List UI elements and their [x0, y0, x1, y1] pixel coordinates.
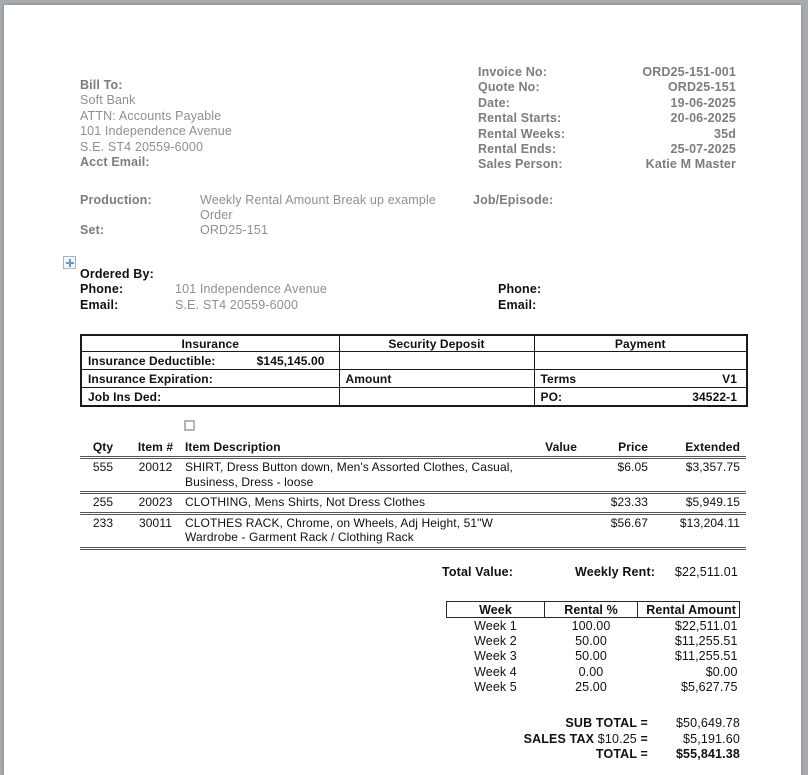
total-value-label: Total Value: — [442, 565, 514, 579]
weekly-rent-value: $22,511.01 — [674, 565, 738, 579]
week1-label: Week 1 — [474, 618, 517, 633]
insurance-row-expiration — [81, 370, 747, 388]
week-row-3 — [447, 649, 740, 664]
week-header-row — [447, 602, 740, 618]
set-label: Set: — [80, 223, 105, 237]
subtotal-label: SUB TOTAL = — [565, 716, 648, 730]
total-row — [304, 747, 740, 763]
payment-header: Payment — [534, 335, 747, 352]
item-row-1 — [80, 458, 746, 493]
bill-to-attn: ATTN: Accounts Payable — [80, 108, 222, 123]
item3-number: 30011 — [126, 513, 185, 548]
week-row-1 — [447, 618, 740, 634]
right-phone-label: Phone: — [498, 282, 542, 297]
handle-plus-horizontal — [66, 262, 74, 264]
week1-amount: $22,511.01 — [674, 618, 738, 633]
week-header: Week — [447, 602, 545, 618]
quote-no-value: ORD25-151 — [667, 80, 736, 95]
item2-number: 20023 — [126, 493, 185, 514]
week2-pct: 50.00 — [575, 634, 607, 649]
week5-pct: 25.00 — [575, 680, 607, 695]
invoice-no-label: Invoice No: — [478, 65, 548, 79]
email-label: Email: — [80, 297, 119, 312]
value-header: Value — [540, 440, 577, 458]
production-value: Weekly Rental Amount Break up example Order — [200, 193, 436, 223]
terms-value: V1 — [722, 371, 737, 386]
weekly-rent-label: Weekly Rent: — [575, 565, 656, 579]
job-episode-label: Job/Episode: — [473, 193, 554, 207]
item1-number: 20012 — [126, 458, 185, 493]
sales-tax-row — [304, 732, 740, 748]
sales-person-row — [478, 157, 736, 172]
email-value: S.E. ST4 20559-6000 — [175, 297, 299, 312]
set-value: ORD25-151 — [200, 223, 269, 237]
item2-extended: $5,949.15 — [650, 493, 746, 514]
total-label: TOTAL = — [595, 747, 648, 761]
items-header-row — [80, 440, 746, 458]
rental-pct-header: Rental % — [545, 602, 638, 618]
sales-person-value: Katie M Master — [645, 157, 736, 172]
job-ins-ded-label: Job Ins Ded: — [81, 388, 339, 407]
item3-description: CLOTHES RACK, Chrome, on Wheels, Adj Height, 51"W Wardrobe - Garment Rack / Clothing Rack — [185, 513, 540, 548]
week3-label: Week 3 — [474, 649, 517, 664]
bill-to-company: Soft Bank — [80, 93, 136, 108]
document-page — [4, 5, 801, 775]
sales-tax-label-group: SALES TAX $10.25 = — [523, 731, 648, 746]
rental-weeks-label: Rental Weeks: — [478, 126, 566, 141]
po-label: PO: — [540, 389, 563, 404]
qty-header: Qty — [80, 440, 126, 458]
week2-amount: $11,255.51 — [674, 634, 738, 649]
items-table — [80, 440, 746, 550]
payment-empty-cell — [534, 352, 747, 370]
terms-label: Terms — [540, 371, 577, 386]
item1-price: $6.05 — [577, 458, 650, 493]
week1-pct: 100.00 — [571, 618, 611, 633]
security-deposit-header: Security Deposit — [339, 335, 534, 352]
sales-person-label: Sales Person: — [478, 157, 563, 172]
item-no-header: Item # — [126, 440, 185, 458]
bill-to-block — [80, 78, 232, 170]
insurance-row-jobinsded — [81, 388, 747, 407]
production-label: Production: — [80, 193, 152, 207]
item1-description: SHIRT, Dress Button down, Men's Assorted Clothes, Casual, Business, Dress - loose — [185, 458, 540, 493]
phone-label: Phone: — [80, 282, 124, 297]
po-value: 34522-1 — [692, 389, 737, 404]
item3-price: $56.67 — [577, 513, 650, 548]
totals-block — [304, 716, 740, 763]
quote-no-label: Quote No: — [478, 80, 540, 95]
rental-starts-value: 20-06-2025 — [670, 111, 736, 126]
item3-extended: $13,204.11 — [650, 513, 746, 548]
total-value: $55,841.38 — [675, 747, 740, 761]
insurance-row-deductible — [81, 352, 747, 370]
item-description-header: Item Description — [185, 440, 540, 458]
invoice-no-row — [478, 65, 736, 80]
week3-amount: $11,255.51 — [674, 649, 738, 664]
amount-label: Amount — [339, 370, 534, 388]
subtotal-value: $50,649.78 — [675, 716, 740, 730]
week-breakdown-table — [446, 601, 740, 695]
bill-to-address1: 101 Independence Avenue — [80, 124, 232, 139]
week-row-5 — [447, 680, 740, 695]
invoice-info-block — [478, 65, 736, 173]
item2-qty: 255 — [80, 493, 126, 514]
rental-ends-value: 25-07-2025 — [670, 141, 736, 156]
item2-description: CLOTHING, Mens Shirts, Not Dress Clothes — [185, 493, 540, 514]
invoice-no-value: ORD25-151-001 — [642, 65, 736, 79]
security-deposit-empty-cell2 — [339, 388, 534, 407]
week-row-2 — [447, 633, 740, 648]
price-header: Price — [577, 440, 650, 458]
phone-value: 101 Independence Avenue — [175, 282, 327, 297]
rental-starts-label: Rental Starts: — [478, 111, 562, 126]
rental-weeks-row — [478, 127, 736, 142]
table-move-handle-icon[interactable] — [63, 256, 76, 269]
rental-starts-row — [478, 111, 736, 126]
insurance-header: Insurance — [81, 335, 339, 352]
date-row — [478, 96, 736, 111]
right-email-label: Email: — [498, 297, 537, 312]
subtotal-row — [304, 716, 740, 732]
item1-value — [540, 458, 577, 493]
quote-no-row — [478, 80, 736, 95]
rental-ends-row — [478, 142, 736, 157]
ordered-by-label: Ordered By: — [80, 267, 154, 281]
rental-amount-header: Rental Amount — [638, 602, 740, 618]
item-row-2 — [80, 493, 746, 514]
week3-pct: 50.00 — [575, 649, 607, 664]
acct-email-label: Acct Email: — [80, 155, 150, 170]
item2-value — [540, 493, 577, 514]
insurance-deductible-value: $145,145.00 — [256, 353, 325, 368]
week4-label: Week 4 — [474, 664, 517, 679]
week2-label: Week 2 — [474, 634, 517, 649]
item2-price: $23.33 — [577, 493, 650, 514]
item1-qty: 555 — [80, 458, 126, 493]
insurance-header-row — [81, 335, 747, 352]
rental-weeks-value: 35d — [714, 126, 736, 141]
ordered-by-block — [80, 267, 740, 313]
insurance-table — [80, 334, 748, 407]
week5-label: Week 5 — [474, 680, 517, 695]
week5-amount: $5,627.75 — [680, 680, 738, 695]
item3-qty: 233 — [80, 513, 126, 548]
week4-pct: 0.00 — [578, 664, 604, 679]
item1-extended: $3,357.75 — [650, 458, 746, 493]
extended-header: Extended — [650, 440, 746, 458]
item3-value — [540, 513, 577, 548]
week4-amount: $0.00 — [705, 664, 738, 679]
date-value: 19-06-2025 — [670, 95, 736, 110]
security-deposit-empty-cell — [339, 352, 534, 370]
item-row-3 — [80, 513, 746, 548]
bill-to-label: Bill To: — [80, 78, 123, 92]
date-label: Date: — [478, 95, 511, 110]
rental-ends-label: Rental Ends: — [478, 141, 557, 156]
week-row-4 — [447, 664, 740, 679]
insurance-deductible-label: Insurance Deductible: — [88, 353, 216, 368]
sales-tax-value: $5,191.60 — [683, 731, 740, 746]
bill-to-address2: S.E. ST4 20559-6000 — [80, 139, 204, 154]
object-anchor-icon — [184, 420, 195, 431]
insurance-expiration-label: Insurance Expiration: — [81, 370, 339, 388]
